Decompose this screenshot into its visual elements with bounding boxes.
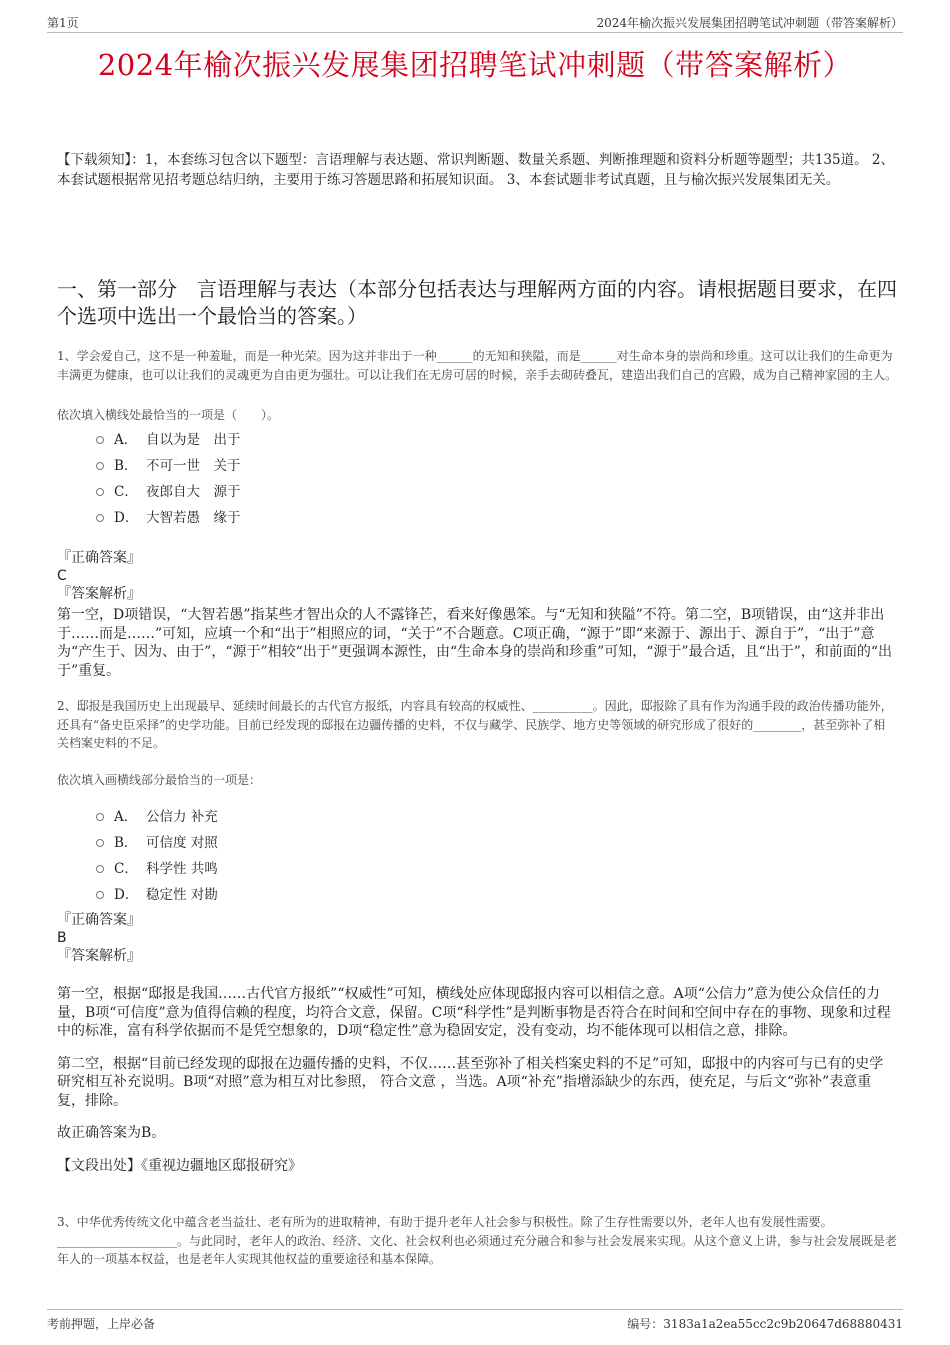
radio-icon[interactable]: [96, 462, 104, 470]
option-c[interactable]: C． 科学性 共鸣: [96, 854, 218, 880]
footer-serial: 编号：3183a1a2ea55cc2c9b20647d68880431: [627, 1317, 903, 1331]
question-2-prompt: 依次填入画横线部分最恰当的一项是：: [57, 773, 262, 787]
radio-icon[interactable]: [96, 514, 104, 522]
option-b[interactable]: B． 不可一世 关于: [96, 451, 241, 477]
option-b[interactable]: B． 可信度 对照: [96, 828, 218, 854]
radio-icon[interactable]: [96, 891, 104, 899]
analysis-heading: 『答案解析』: [57, 948, 141, 964]
answer-heading: 『正确答案』: [57, 912, 141, 928]
analysis-heading: 『答案解析』: [57, 586, 141, 602]
question-2-answer-block: [57, 911, 897, 965]
radio-icon[interactable]: [96, 813, 104, 821]
question-1-analysis: 第一空，D项错误，“大智若愚”指某些才智出众的人不露锋芒，看来好像愚笨。与“无知和狭隘”不符。第二空，B项错误，由“这并非出于……而是……”可知，应填一个和“出于”相照应的词，“关于”不合题意。C项正确，“源于”即“来源于、源出于、源自于”，“出于”意为“产生于、因为、由于”，“源于”相较“出于”更强调本源性，由“生命本身的崇尚和珍重”可知，“源于”最合适，且“出于”，和前面的“出于”重复。: [57, 607, 893, 679]
option-c[interactable]: C． 夜郎自大 源于: [96, 477, 241, 503]
document-title: 2024年榆次振兴发展集团招聘笔试冲刺题（带答案解析）: [97, 48, 853, 82]
question-1-options: [96, 425, 241, 529]
answer-value: C: [57, 568, 67, 584]
footer-slogan: 考前押题，上岸必备: [47, 1317, 156, 1331]
question-2-stem: 2、邸报是我国历史上出现最早、延续时间最长的古代官方报纸，内容具有较高的权威性、__________。因此，邸报除了具有作为沟通手段的政治传播功能外，还具有“备史臣采择”的史学功能。目前已经发现的邸报在边疆传播的史料，不仅与藏学、民族学、地方史等领域的研究形成了很好的________，甚至弥补了相关档案史料的不足。: [57, 699, 893, 750]
header-doc-title: 2024年榆次振兴发展集团招聘笔试冲刺题（带答案解析）: [596, 16, 903, 30]
radio-icon[interactable]: [96, 865, 104, 873]
option-d[interactable]: D． 大智若愚 缘于: [96, 503, 241, 529]
question-1-stem: 1、学会爱自己，这不是一种羞耻，而是一种光荣。因为这并非出于一种______的无知和狭隘，而是______对生命本身的崇尚和珍重。这可以让我们的生命更为丰满更为健康，也可以让我们的灵魂更为自由更为强壮。可以让我们在无房可居的时候，亲手去砌砖叠瓦，建造出我们自己的宫殿，成为自己精神家园的主人。: [57, 349, 898, 382]
question-3-stem: 3、中华优秀传统文化中蕴含老当益壮、老有所为的进取精神，有助于提升老年人社会参与积极性。除了生存性需要以外，老年人也有发展性需要。____________________。与此同时，老年人的政治、经济、文化、社会权利也必须通过充分融合和参与社会发展来实现。从这个意义上讲，参与社会发展既是老年人的一项基本权益，也是老年人实现其他权益的重要途径和基本保障。: [57, 1215, 898, 1266]
radio-icon[interactable]: [96, 488, 104, 496]
page-header: [47, 10, 903, 33]
download-notice: 【下载须知】：1，本套练习包含以下题型：言语理解与表达题、常识判断题、数量关系题、判断推理题和资料分析题等题型；共135道。 2、本套试题根据常见招考题总结归纳，主要用于练习答题思路和拓展知识面。 3、本套试题非考试真题，且与榆次振兴发展集团无关。: [57, 152, 894, 188]
option-a[interactable]: A． 公信力 补充: [96, 802, 218, 828]
radio-icon[interactable]: [96, 436, 104, 444]
option-d[interactable]: D． 稳定性 对勘: [96, 880, 218, 906]
option-a[interactable]: A． 自以为是 出于: [96, 425, 241, 451]
answer-heading: 『正确答案』: [57, 550, 141, 566]
question-2-options: [96, 802, 218, 906]
radio-icon[interactable]: [96, 839, 104, 847]
page-footer: [47, 1309, 903, 1332]
question-1-prompt: 依次填入横线处最恰当的一项是（ ）。: [57, 408, 280, 422]
answer-value: B: [57, 930, 67, 946]
page-number: 第1页: [47, 16, 79, 30]
section-heading: 一、第一部分 言语理解与表达（本部分包括表达与理解两方面的内容。请根据题目要求，在四个选项中选出一个最恰当的答案。）: [57, 277, 897, 328]
source-citation: 【文段出处】《重视边疆地区邸报研究》: [57, 1157, 302, 1174]
question-2-analysis: 第一空，根据“邸报是我国……古代官方报纸”“权威性”可知，横线处应体现邸报内容可以相信之意。A项“公信力”意为使公众信任的力量，B项“可信度”意为值得信赖的程度，均符合文意，保留。C项“科学性”是判断事物是否符合在时间和空间中存在的事物、现象和过程中的标准，富有科学依据而不是凭空想象的，D项“稳定性”意为稳固安定，没有变动，均不能体现可以相信之意，排除。 第二空，根据“目前已经发现的邸报在边疆传播的史料，不仅……甚至弥补了相关档案史料的不足”可知，邸报中的内容可与已有的史学研究相互补充说明。B项“对照”意为相互对比参照， 符合文意 ，当选。A项“补充”指增添缺少的东西，使充足，与后文“弥补”表意重复，排除。 故正确答案为B。 【文段出处】《重视边疆地区邸报研究》: [57, 985, 897, 1189]
question-1-answer-block: [57, 549, 897, 603]
